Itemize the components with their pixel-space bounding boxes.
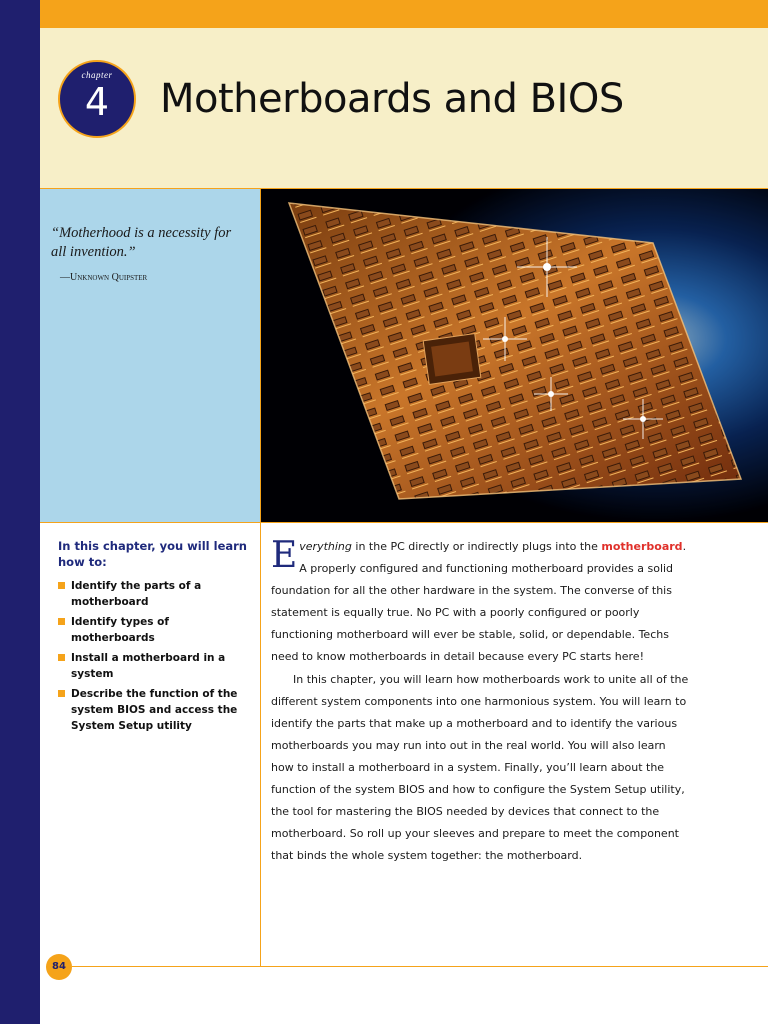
list-item <box>58 650 248 682</box>
column-divider <box>260 189 261 966</box>
list-item <box>58 686 248 734</box>
page-title: Motherboards and BIOS <box>160 76 624 122</box>
epigraph-quote: “Motherhood is a necessity for all invention.” <box>51 225 232 260</box>
list-item <box>58 578 248 610</box>
learning-objectives <box>58 538 248 738</box>
motherboard-image <box>261 189 768 522</box>
chapter-number: 4 <box>84 80 110 124</box>
chapter-badge <box>58 60 136 138</box>
left-color-strip <box>0 0 40 1024</box>
bullet-square-icon <box>58 582 65 589</box>
chapter-label: chapter <box>81 70 113 80</box>
footer-rule <box>72 966 768 967</box>
body-paragraph: In this chapter, you will learn how motherboards work to unite all of the different system components into one harmonious system. You will learn to identify the parts that make up a motherboard and to identify the various motherboards you may run into out in the real world. You will also learn how to install a motherboard in a system. Finally, you’ll learn about the function of the system BIOS and how to configure the System Setup utility, the tool for mastering the BIOS needed by devices that connect to the motherboard. So roll up your sleeves and prepare to meet the component that binds the whole system together: the motherboard. <box>271 672 689 863</box>
bullet-square-icon <box>58 654 65 661</box>
bullet-square-icon <box>58 618 65 625</box>
paragraph-text: in the PC directly or indirectly plugs into the <box>351 540 602 553</box>
attribution-dash: — <box>60 272 70 283</box>
page-number: 84 <box>46 954 72 980</box>
objective-text: Identify the parts of a motherboard <box>71 580 202 608</box>
motherboard-photo <box>261 189 768 522</box>
attribution-name: Unknown Quipster <box>70 272 148 283</box>
paragraph-text: . A properly configured and functioning motherboard provides a solid foundation for all the other hardware in the system. The converse of this statement is equally true. No PC with a poorly configured or poorly functioning motherboard will ever be stable, solid, or dependable. Techs need to know motherboards in detail because every PC starts here! <box>271 540 687 664</box>
lead-word: verything <box>299 540 352 553</box>
drop-cap: E <box>271 535 298 576</box>
list-item <box>58 614 248 646</box>
section-divider <box>40 522 768 523</box>
epigraph-attribution <box>60 272 147 283</box>
chapter-intro <box>271 536 689 867</box>
bullet-square-icon <box>58 690 65 697</box>
objectives-list <box>58 578 248 734</box>
objective-text: Describe the function of the system BIOS and access the System Setup utility <box>71 688 238 732</box>
intro-paragraph <box>271 536 689 669</box>
objectives-heading: In this chapter, you will learn how to: <box>58 539 247 569</box>
top-accent-bar <box>40 0 768 28</box>
objective-text: Identify types of motherboards <box>71 616 169 644</box>
key-term: motherboard <box>601 540 683 553</box>
objective-text: Install a motherboard in a system <box>71 652 226 680</box>
